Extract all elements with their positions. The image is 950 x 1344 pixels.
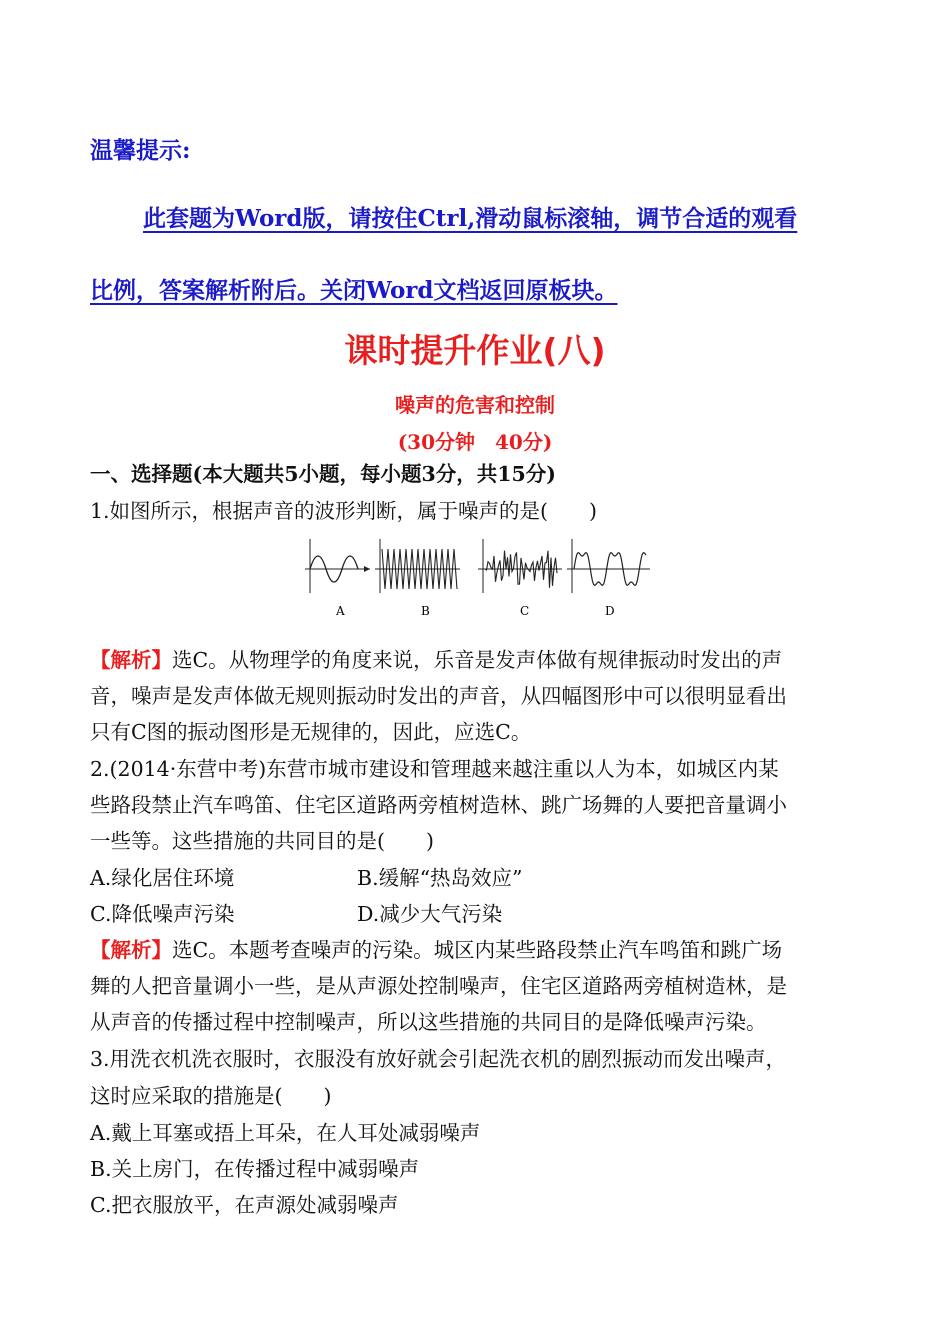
q2-option-a: A.绿化居住环境 <box>90 866 235 890</box>
q2-analysis-text-1: 选C。本题考查噪声的污染。城区内某些路段禁止汽车鸣笛和跳广场 <box>172 938 783 962</box>
q3-stem-line-1: 3.用洗衣机洗衣服时，衣服没有放好就会引起洗衣机的剧烈振动而发出噪声， <box>90 1047 787 1071</box>
analysis-tag: 【解析】 <box>90 938 172 962</box>
waveform-b <box>375 539 460 593</box>
waveform-figure <box>300 535 655 630</box>
q1-analysis-line-1 <box>90 648 782 672</box>
tip-title: 温馨提示: <box>90 137 191 164</box>
q1-analysis-line-3: 只有C图的振动图形是无规律的，因此，应选C。 <box>90 720 532 744</box>
figure-label-b: B <box>421 604 430 618</box>
waveform-a <box>305 539 370 593</box>
q2-option-d: D.减少大气污染 <box>357 902 503 926</box>
tip-line-1: 此套题为Word版，请按住Ctrl,滑动鼠标滚轴，调节合适的观看 <box>143 205 798 232</box>
q2-analysis-line-1 <box>90 938 782 962</box>
q2-option-c: C.降低噪声污染 <box>90 902 235 926</box>
q2-stem-line-3: 一些等。这些措施的共同目的是( ) <box>90 829 434 853</box>
waveform-d <box>567 539 650 593</box>
q1-analysis-text-1: 选C。从物理学的角度来说，乐音是发声体做有规律振动时发出的声 <box>172 648 783 672</box>
q1-analysis-line-2: 音，噪声是发声体做无规则振动时发出的声音，从四幅图形中可以很明显看出 <box>90 684 787 708</box>
page-title: 课时提升作业(八) <box>344 331 606 370</box>
q3-option-c: C.把衣服放平，在声源处减弱噪声 <box>90 1193 399 1217</box>
q2-stem-line-1: 2.(2014·东营中考)东营市城市建设和管理越来越注重以人为本，如城区内某 <box>90 757 779 781</box>
tip-line-2: 比例，答案解析附后。关闭Word文档返回原板块。 <box>90 277 618 304</box>
page-subtitle: 噪声的危害和控制 <box>395 393 555 417</box>
q2-analysis-line-3: 从声音的传播过程中控制噪声，所以这些措施的共同目的是降低噪声污染。 <box>90 1010 767 1034</box>
q3-option-b: B.关上房门，在传播过程中减弱噪声 <box>90 1157 420 1181</box>
q2-analysis-line-2: 舞的人把音量调小一些，是从声源处控制噪声，住宅区道路两旁植树造林，是 <box>90 974 787 998</box>
q3-option-a: A.戴上耳塞或捂上耳朵，在人耳处减弱噪声 <box>90 1121 481 1145</box>
q2-stem-line-2: 些路段禁止汽车鸣笛、住宅区道路两旁植树造林、跳广场舞的人要把音量调小 <box>90 793 787 817</box>
figure-label-d: D <box>605 604 615 618</box>
analysis-tag: 【解析】 <box>90 648 172 672</box>
time-limit: (30分钟 40分) <box>397 430 553 454</box>
q2-option-b: B.缓解“热岛效应” <box>357 866 523 890</box>
figure-label-a: A <box>336 604 345 618</box>
q3-stem-line-2: 这时应采取的措施是( ) <box>90 1084 332 1108</box>
section-heading: 一、选择题(本大题共5小题，每小题3分，共15分) <box>90 462 556 486</box>
waveform-c <box>478 539 562 593</box>
q1-stem: 1.如图所示，根据声音的波形判断，属于噪声的是( ) <box>90 499 598 523</box>
figure-label-c: C <box>520 604 530 618</box>
